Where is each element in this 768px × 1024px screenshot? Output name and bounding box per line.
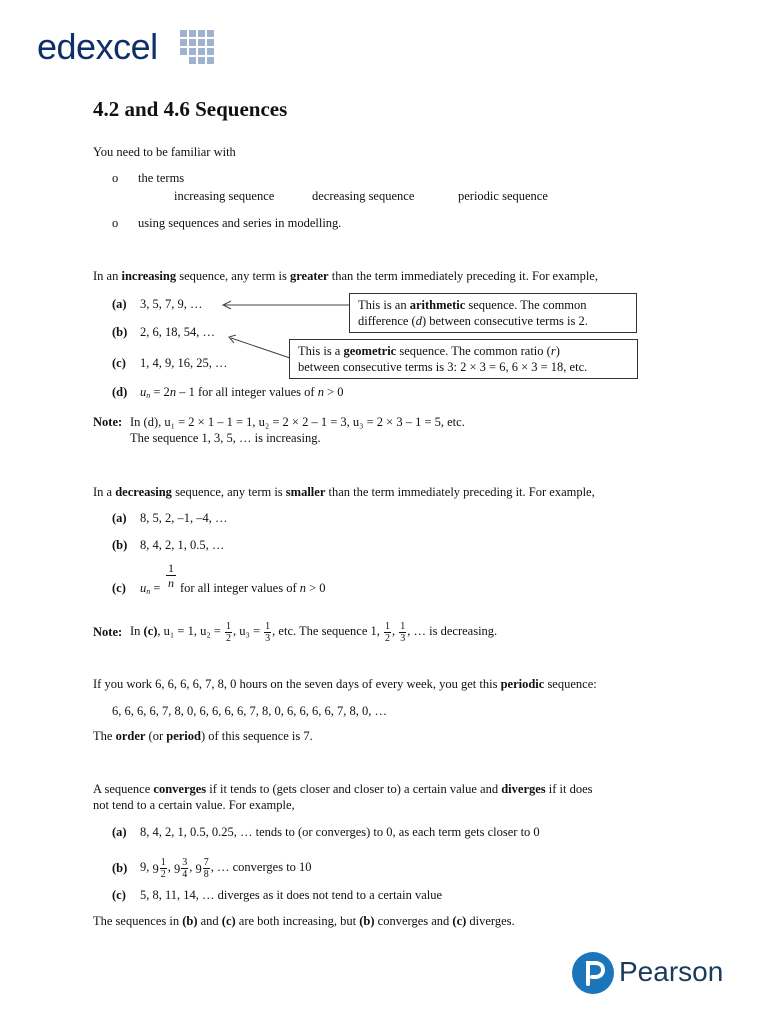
mixed-number: [196, 851, 211, 886]
text: sequence, any term is: [171, 485, 286, 499]
convergence-definition-line2: not tend to a certain value. For example,: [93, 798, 295, 812]
item-label: (a): [112, 297, 127, 311]
bold-term: smaller: [285, 485, 326, 499]
item-label: (a): [112, 511, 127, 525]
whole-part: 9: [195, 861, 202, 876]
item-label: (c): [112, 888, 126, 902]
text: converges and: [374, 914, 453, 928]
bold-term: (b): [182, 914, 198, 928]
text: sequence:: [544, 677, 597, 691]
n-symbol: n: [299, 581, 306, 595]
u-symbol: u: [140, 385, 147, 399]
fraction: [160, 857, 167, 880]
fraction-third: [264, 621, 271, 644]
increasing-b: 2, 6, 18, 54, …: [140, 325, 215, 339]
text: if it tends to (gets closer and closer to) a certain value and: [206, 782, 502, 796]
page-title: 4.2 and 4.6 Sequences: [93, 97, 288, 121]
text: > 0: [323, 385, 344, 399]
periodic-order: [93, 729, 313, 744]
numerator: 1: [226, 620, 231, 632]
decreasing-c-rhs: [180, 581, 326, 596]
text: > 0: [306, 581, 326, 595]
text: , … converges to 10: [210, 860, 312, 874]
text: than the term immediately preceding it. For example,: [325, 485, 595, 499]
u-symbol: u: [140, 581, 147, 595]
bold-term: decreasing: [115, 485, 172, 499]
item-label: (c): [112, 356, 126, 370]
bold-term: converges: [153, 782, 207, 796]
text: ) between consecutive terms is 2.: [421, 314, 588, 328]
item-label: (d): [112, 385, 128, 399]
convergence-c: 5, 8, 11, 14, … diverges as it does not tend to a certain value: [140, 888, 443, 902]
numerator: 1: [265, 620, 271, 632]
bold-term: geometric: [343, 344, 397, 358]
u-subscript: n: [146, 391, 151, 400]
decreasing-b: 8, 4, 2, 1, 0.5, …: [140, 538, 225, 552]
denominator: 2: [226, 632, 231, 644]
text: if it does: [545, 782, 593, 796]
denominator: 3: [265, 632, 271, 644]
increasing-note: In (d), u₁ = 2 × 1 – 1 = 1, u₂ = 2 × 2 – 1 = 3, u₃ = 2 × 3 – 1 = 5, etc.: [130, 415, 465, 429]
text: ) of this sequence is 7.: [200, 729, 313, 743]
intro-text: You need to be familiar with: [93, 145, 236, 159]
denominator: n: [168, 576, 174, 590]
text: In: [130, 624, 144, 638]
denominator: 2: [160, 869, 166, 881]
text: – 1 for all integer values of: [176, 385, 318, 399]
term-decreasing: decreasing sequence: [312, 189, 415, 203]
callout-line: [298, 343, 629, 359]
denominator: 3: [400, 632, 406, 644]
text: sequence. The common ratio (: [396, 344, 551, 358]
denominator: 4: [182, 869, 188, 881]
callout-line: [358, 313, 628, 329]
text: , etc. The sequence 1,: [272, 624, 384, 638]
increasing-a: 3, 5, 7, 9, …: [140, 297, 203, 311]
pearson-logo-icon: [571, 951, 615, 995]
mixed-number: [153, 851, 168, 886]
increasing-note-line2: The sequence 1, 3, 5, … is increasing.: [130, 431, 321, 445]
text: ): [555, 344, 560, 358]
pearson-logo-text: Pearson: [619, 956, 724, 987]
d-symbol: d: [415, 314, 422, 328]
bold-term: order: [115, 729, 146, 743]
numerator: 1: [400, 620, 406, 632]
decreasing-c-lhs: [140, 581, 160, 596]
bullet-modelling: using sequences and series in modelling.: [138, 216, 342, 230]
fraction-half: [225, 621, 232, 644]
item-label: (b): [112, 538, 128, 552]
n-symbol: n: [169, 385, 177, 399]
bold-term: (c): [143, 624, 158, 638]
fraction-half: [384, 621, 391, 644]
increasing-c: 1, 4, 9, 16, 25, …: [140, 356, 228, 370]
bold-term: (c): [452, 914, 467, 928]
text: = 2: [150, 385, 170, 399]
mixed-number: [174, 851, 189, 886]
item-label: (a): [112, 825, 127, 839]
decreasing-a: 8, 5, 2, –1, –4, …: [140, 511, 228, 525]
term-increasing: increasing sequence: [174, 189, 275, 203]
term-periodic: periodic sequence: [458, 189, 548, 203]
item-label: (b): [112, 325, 128, 339]
text: The: [93, 729, 116, 743]
callout-line: [358, 297, 628, 313]
bullet-marker: o: [112, 171, 119, 185]
bold-term: (b): [359, 914, 375, 928]
u-subscript: n: [146, 587, 151, 596]
geometric-callout: [289, 339, 638, 379]
bullet-terms: the terms: [138, 171, 185, 185]
denominator: 2: [385, 632, 391, 644]
callout-line: between consecutive terms is 3: 2 × 3 = 6, 6 × 3 = 18, etc.: [298, 360, 588, 374]
numerator: 3: [182, 857, 188, 869]
text: ,: [189, 860, 193, 874]
bold-term: arithmetic: [409, 298, 466, 312]
whole-part: 9: [152, 861, 159, 876]
text: In an: [93, 269, 122, 283]
text: This is a: [298, 344, 344, 358]
bold-term: periodic: [500, 677, 545, 691]
convergence-definition: [93, 782, 593, 797]
text: The sequences in: [93, 914, 183, 928]
numerator: 1: [160, 857, 166, 869]
text: diverges.: [466, 914, 515, 928]
convergence-summary: [93, 914, 515, 929]
note-label: Note:: [93, 625, 123, 639]
text: sequence, any term is: [176, 269, 290, 283]
decreasing-definition: [93, 485, 595, 500]
text: , … is decreasing.: [407, 624, 498, 638]
fraction-one-over-n: [166, 561, 176, 590]
periodic-sequence: 6, 6, 6, 6, 7, 8, 0, 6, 6, 6, 6, 7, 8, 0, 6, 6, 6, 6, 7, 8, 0, …: [112, 704, 387, 718]
text: =: [150, 581, 161, 595]
text: are both increasing, but: [235, 914, 360, 928]
text: and: [197, 914, 222, 928]
numerator: 7: [203, 857, 209, 869]
note-label: Note:: [93, 415, 123, 429]
bold-term: greater: [289, 269, 329, 283]
text: A sequence: [93, 782, 154, 796]
text: than the term immediately preceding it. For example,: [328, 269, 598, 283]
n-symbol: n: [317, 385, 324, 399]
numerator: 1: [168, 561, 174, 575]
numerator: 1: [385, 620, 391, 632]
fraction-third: [399, 621, 406, 644]
item-label: (c): [112, 581, 126, 595]
whole-part: 9: [174, 861, 181, 876]
convergence-a: 8, 4, 2, 1, 0.5, 0.25, … tends to (or converges) to 0, as each term gets closer to 0: [140, 825, 540, 839]
edexcel-logo-text: edexcel: [37, 26, 158, 67]
text: This is an: [358, 298, 410, 312]
bullet-marker: o: [112, 216, 119, 230]
decreasing-note: [130, 614, 497, 648]
text: , u₁ = 1, u₂ =: [157, 624, 224, 638]
text: difference (: [358, 314, 416, 328]
fraction: [203, 857, 210, 880]
convergence-b: [140, 850, 312, 886]
item-label: (b): [112, 861, 128, 875]
bold-term: increasing: [121, 269, 177, 283]
bold-term: diverges: [501, 782, 546, 796]
text: If you work 6, 6, 6, 6, 7, 8, 0 hours on the seven days of every week, you get this: [93, 677, 501, 691]
text: 9,: [140, 860, 153, 874]
text: ,: [392, 624, 396, 638]
text: (or: [145, 729, 167, 743]
text: ,: [167, 860, 171, 874]
denominator: 8: [203, 869, 209, 881]
arithmetic-callout: [349, 293, 637, 333]
periodic-definition: [93, 677, 597, 692]
text: In a: [93, 485, 116, 499]
text: , u₃ =: [233, 624, 264, 638]
bold-term: period: [166, 729, 201, 743]
r-symbol: r: [550, 344, 556, 358]
text: sequence. The common: [465, 298, 587, 312]
fraction: [181, 857, 188, 880]
text: for all integer values of: [180, 581, 300, 595]
bold-term: (c): [221, 914, 236, 928]
